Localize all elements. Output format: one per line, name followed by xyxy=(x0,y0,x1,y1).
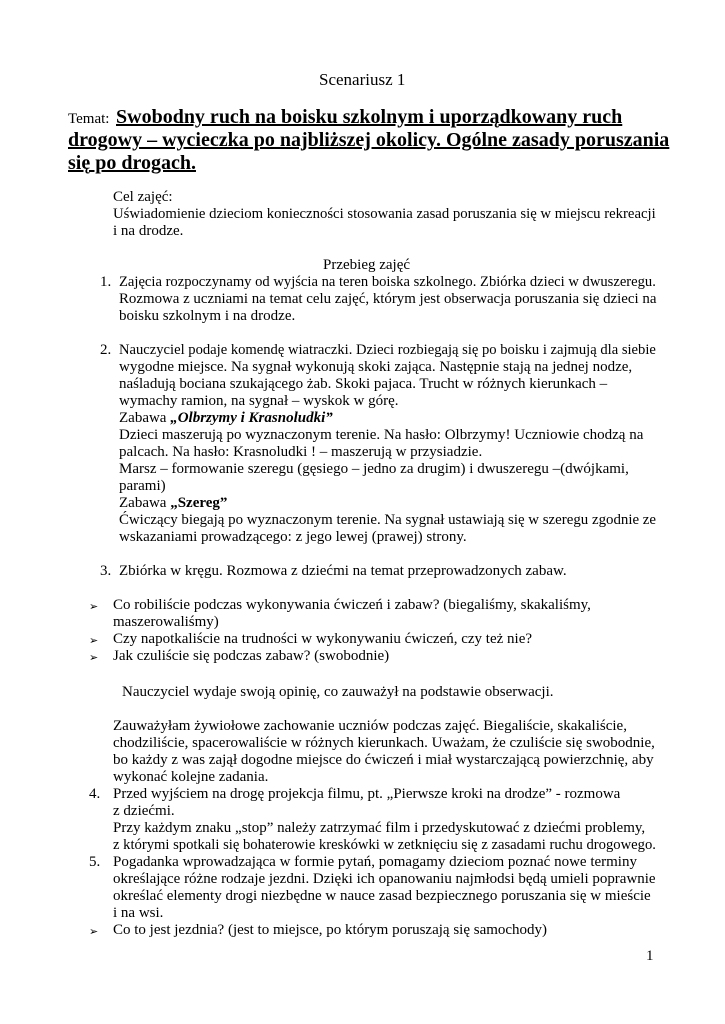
list-item-text: Pogadanka wprowadzająca w formie pytań, pomagamy dzieciom poznać nowe terminy xyxy=(113,854,637,870)
list-item-text: naśladują bociana szukającego żab. Skoki pajaca. Trucht w różnych kierunkach – xyxy=(119,376,608,392)
observation-text: chodziliście, spacerowaliście w różnych kierunkach. Uważam, że czuliście się swobodnie, xyxy=(113,735,655,751)
question-text: Co to jest jezdnia? (jest to miejsce, po którym poruszają się samochody) xyxy=(113,922,548,938)
observation-text: wykonać kolejne zadania. xyxy=(113,769,269,785)
list-number: 5. xyxy=(89,854,101,870)
topic-line: Swobodny ruch na boisku szkolnym i uporządkowany ruch xyxy=(116,106,623,128)
page-number: 1 xyxy=(646,948,654,964)
arrow-bullet-icon: ➢ xyxy=(89,926,99,938)
list-item-text: boisku szkolnym i na drodze. xyxy=(119,308,296,324)
question-text: Jak czuliście się podczas zabaw? (swobodnie) xyxy=(113,648,390,664)
arrow-bullet-icon: ➢ xyxy=(89,601,99,613)
list-item-text: i na wsi. xyxy=(113,905,164,921)
list-item-text: Dzieci maszerują po wyznaczonym terenie. Na hasło: Olbrzymy! Uczniowie chodzą na xyxy=(119,427,644,443)
document-title: Scenariusz 1 xyxy=(319,70,406,89)
game-name: „Olbrzymy i Krasnoludki” xyxy=(170,410,333,426)
list-item-text: Nauczyciel podaje komendę wiatraczki. Dzieci rozbiegają się po boisku i zajmują dla siebie xyxy=(119,342,656,358)
list-item-text: parami) xyxy=(119,478,166,494)
list-number: 2. xyxy=(100,342,112,358)
question-text: Czy napotkaliście na trudności w wykonywaniu ćwiczeń, czy też nie? xyxy=(113,631,533,647)
list-item-text: określające różne rodzaje jezdni. Dzięki ich opanowaniu najmłodsi będą umieli poprawnie xyxy=(113,871,656,887)
game-title xyxy=(119,410,333,427)
list-item-text: Rozmowa z uczniami na temat celu zajęć, którym jest obserwacja poruszania się dzieci na xyxy=(119,291,657,307)
list-item-text: Zajęcia rozpoczynamy od wyjścia na teren boiska szkolnego. Zbiórka dzieci w dwuszeregu. xyxy=(119,274,656,290)
list-item-text: Ćwiczący biegają po wyznaczonym terenie. Na sygnał ustawiają się w szeregu zgodnie ze xyxy=(119,512,657,528)
list-item-text: wymachy ramion, na sygnał – wyskok w górę. xyxy=(119,393,399,409)
game-prefix: Zabawa xyxy=(119,495,171,511)
list-item-text: Marsz – formowanie szeregu (gęsiego – jedno za drugim) i dwuszeregu –(dwójkami, xyxy=(119,461,629,477)
observation-text: Zauważyłam żywiołowe zachowanie uczniów podczas zajęć. Biegaliście, skakaliście, xyxy=(113,718,627,734)
topic-line: drogowy – wycieczka po najbliższej okolicy. Ogólne zasady poruszania xyxy=(68,129,670,151)
goal-heading: Cel zajęć: xyxy=(113,189,173,205)
list-number: 4. xyxy=(89,786,101,802)
list-item-text: palcach. Na hasło: Krasnoludki ! – maszerują w przysiadzie. xyxy=(119,444,483,460)
topic-label: Temat: xyxy=(68,111,110,127)
teacher-opinion: Nauczyciel wydaje swoją opinię, co zauważył na podstawie obserwacji. xyxy=(122,684,554,700)
question-text: maszerowaliśmy) xyxy=(113,614,219,630)
goal-text: Uświadomienie dzieciom konieczności stosowania zasad poruszania się w miejscu rekreacji xyxy=(113,206,656,222)
topic-line: się po drogach. xyxy=(68,152,196,174)
question-text: Co robiliście podczas wykonywania ćwiczeń i zabaw? (biegaliśmy, skakaliśmy, xyxy=(113,597,591,613)
course-heading: Przebieg zajęć xyxy=(323,257,411,273)
arrow-bullet-icon: ➢ xyxy=(89,635,99,647)
list-number: 3. xyxy=(100,563,112,579)
game-prefix: Zabawa xyxy=(119,410,171,426)
game-title xyxy=(119,495,227,512)
list-item-text: Zbiórka w kręgu. Rozmowa z dziećmi na temat przeprowadzonych zabaw. xyxy=(119,563,567,579)
list-item-text: wskazaniami prowadzącego: z jego lewej (prawej) strony. xyxy=(119,529,467,545)
list-item-text: Przy każdym znaku „stop” należy zatrzymać film i przedyskutować z dziećmi problemy, xyxy=(113,820,646,836)
list-item-text: określać elementy drogi niezbędne w nauce zasad bezpiecznego poruszania się w mieście xyxy=(113,888,651,904)
game-name: „Szereg” xyxy=(170,495,228,511)
list-item-text: z którymi spotkali się bohaterowie kreskówki w zetknięciu się z zasadami ruchu drogowego. xyxy=(113,837,656,853)
list-item-text: z dziećmi. xyxy=(113,803,175,819)
observation-text: bo każdy z was zajął dogodne miejsce do ćwiczeń i miał wystarczającą powierzchnię, aby xyxy=(113,752,654,768)
arrow-bullet-icon: ➢ xyxy=(89,652,99,664)
list-number: 1. xyxy=(100,274,112,290)
goal-text: i na drodze. xyxy=(113,223,184,239)
list-item-text: wygodne miejsce. Na sygnał wykonują skoki zająca. Następnie stają na jednej nodze, xyxy=(119,359,633,375)
list-item-text: Przed wyjściem na drogę projekcja filmu, pt. „Pierwsze kroki na drodze” - rozmowa xyxy=(113,786,621,802)
